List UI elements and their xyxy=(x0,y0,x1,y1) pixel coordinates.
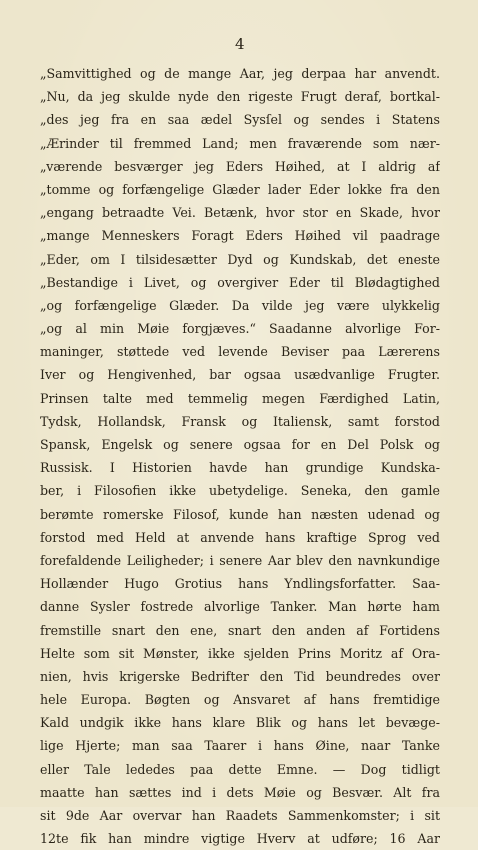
text-line: Tydsk, Hollandsk, Fransk og Italiensk, samt forstod xyxy=(40,413,440,429)
text-line: „Eder, om I tilsidesætter Dyd og Kundskab, det eneste xyxy=(40,251,440,267)
text-line: Iver og Hengivenhed, bar ogsaa usædvanlige Frugter. xyxy=(40,367,440,383)
text-line: Russisk. I Historien havde han grundige Kundska- xyxy=(40,460,440,476)
text-line: Spansk, Engelsk og senere ogsaa for en Del Polsk og xyxy=(40,437,440,452)
text-line: forefaldende Leiligheder; i senere Aar blev den navnkundige xyxy=(40,552,440,568)
text-line: eller Tale lededes paa dette Emne. — Dog tidligt xyxy=(40,761,440,777)
body-text xyxy=(40,62,440,850)
text-line: Helte som sit Mønster, ikke sjelden Prins Moritz af Ora- xyxy=(40,645,440,661)
text-line: „Bestandige i Livet, og overgiver Eder til Blødagtighed xyxy=(40,274,440,290)
text-line: sit 9de Aar overvar han Raadets Sammenkomster; i sit xyxy=(40,808,440,823)
text-line: „mange Menneskers Foragt Eders Høihed vil paadrage xyxy=(40,228,440,244)
text-line: fremstille snart den ene, snart den anden af Fortidens xyxy=(40,622,440,638)
text-line: berømte romerske Filosof, kunde han næsten udenad og xyxy=(40,506,440,522)
text-line: ber, i Filosofien ikke ubetydelige. Seneka, den gamle xyxy=(40,483,440,499)
text-line: hele Europa. Bøgten og Ansvaret af hans fremtidige xyxy=(40,692,440,708)
text-line: „værende besværger jeg Eders Høihed, at I aldrig af xyxy=(40,158,440,174)
text-line: danne Sysler fostrede alvorlige Tanker. Man hørte ham xyxy=(40,599,440,615)
text-line: „Nu, da jeg skulde nyde den rigeste Frugt deraf, bortkal- xyxy=(40,89,440,105)
text-line: „Samvittighed og de mange Aar, jeg derpaa har anvendt. xyxy=(40,66,440,81)
text-line: maninger, støttede ved levende Beviser paa Lærerens xyxy=(40,344,440,360)
text-line: „engang betraadte Vei. Betænk, hvor stor en Skade, hvor xyxy=(40,205,440,221)
page-number: 4 xyxy=(234,35,246,53)
text-line: „Ærinder til fremmed Land; men fraværende som nær- xyxy=(40,135,440,151)
text-line: „og forfængelige Glæder. Da vilde jeg være ulykkelig xyxy=(40,297,440,313)
text-line: forstod med Held at anvende hans kraftige Sprog ved xyxy=(40,529,440,545)
text-line: 12te fik han mindre vigtige Hverv at udføre; 16 Aar xyxy=(40,831,440,847)
text-line: nien, hvis krigerske Bedrifter den Tid beundredes over xyxy=(40,668,440,684)
text-line: maatte han sættes ind i dets Møie og Besvær. Alt fra xyxy=(40,784,440,800)
text-line: „tomme og forfængelige Glæder lader Eder lokke fra den xyxy=(40,181,440,197)
text-line: „des jeg fra en saa ædel Sysſel og sendes i Statens xyxy=(40,112,440,128)
text-line: lige Hjerte; man saa Taarer i hans Øine, naar Tanke xyxy=(40,738,440,754)
text-line: „og al min Møie forgjæves.“ Saadanne alvorlige For- xyxy=(40,321,440,337)
text-line: Kald undgik ikke hans klare Blik og hans let bevæge- xyxy=(40,715,440,731)
text-line: Prinsen talte med temmelig megen Færdighed Latin, xyxy=(40,390,440,406)
text-line: Hollænder Hugo Grotius hans Yndlingsforfatter. Saa- xyxy=(40,576,440,592)
